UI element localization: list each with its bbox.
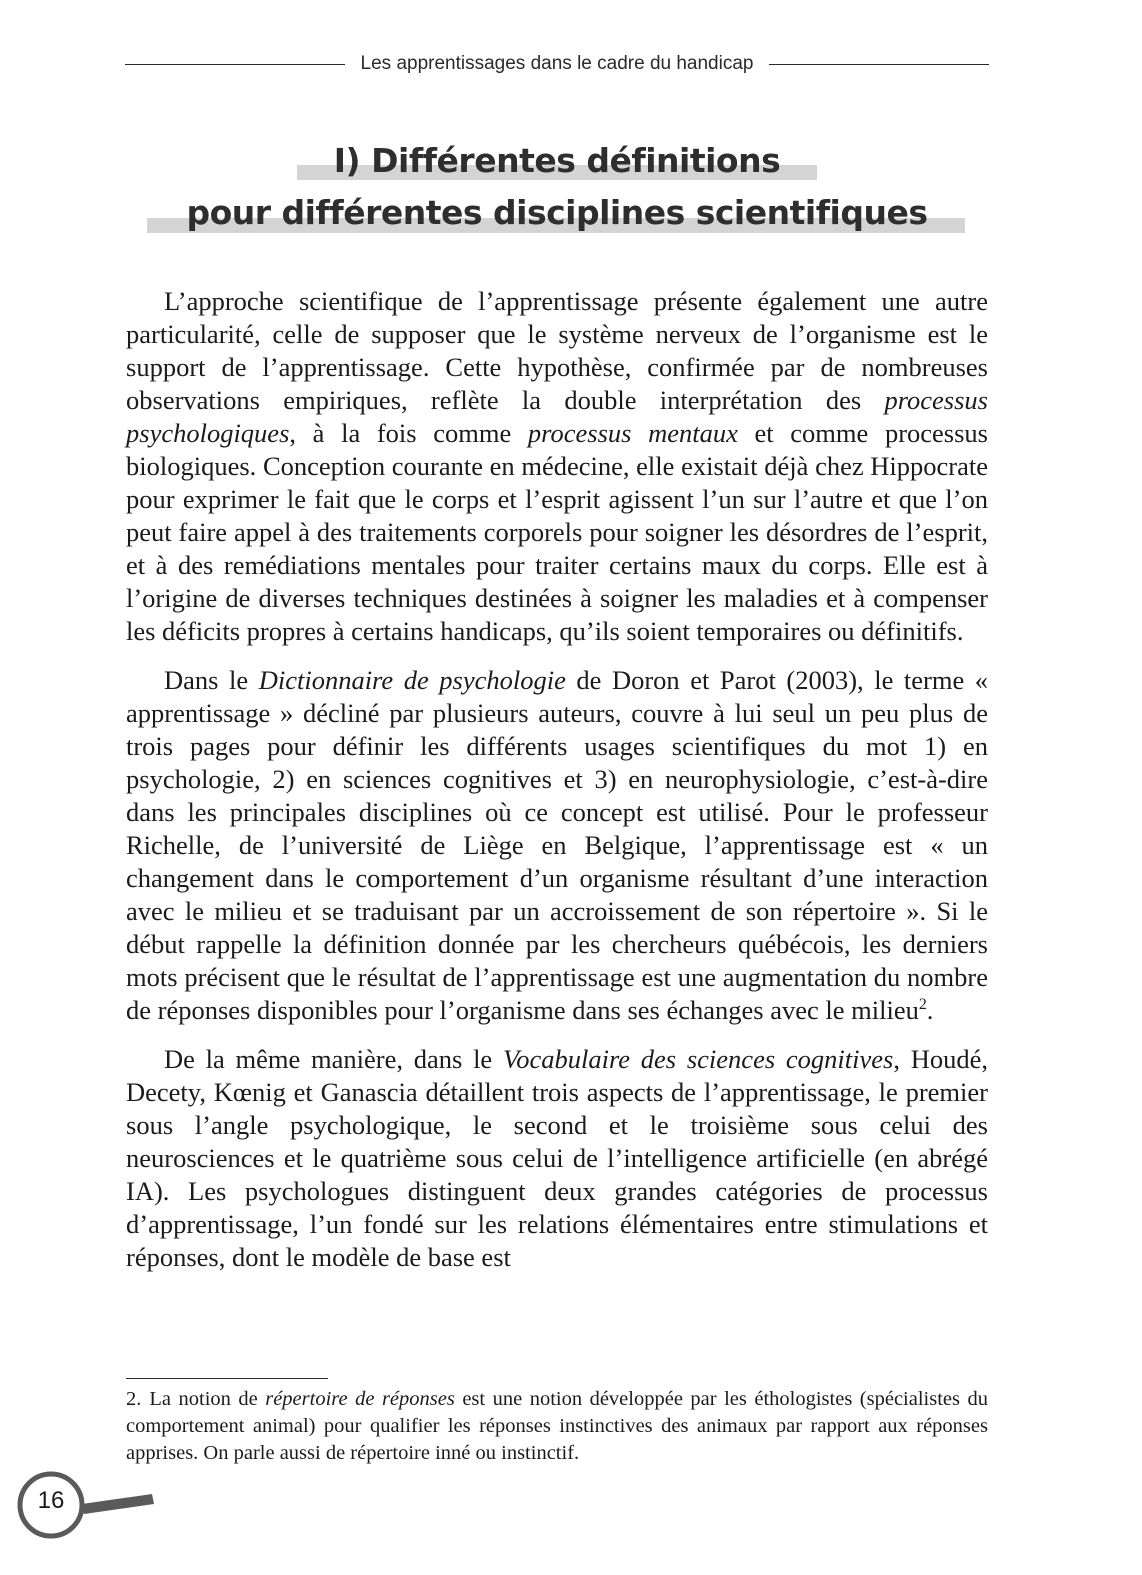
title-line-2: pour différentes disciplines scientifiques: [186, 193, 928, 232]
footnote-italic: répertoire de réponses: [265, 1388, 455, 1410]
title-line-2-wrap: [125, 187, 989, 239]
p1-text-3: et comme processus biologiques. Conception courante en médecine, elle existait déjà chez Hippocrate pour exprimer le fait que le corps et l’esprit agissent l’un sur l’autre et que l’on peut faire appel à des traitements corporels pour soigner les désordres de l’esprit, et à des remédiations mentales pour traiter certains maux du corps. Elle est à l’origine de diverses techniques destinées à soigner les maladies et à compenser les déficits propres à certains handicaps, qu’ils soient temporaires ou définitifs.: [126, 418, 988, 646]
p1-italic-1: processus psychologiques: [126, 385, 988, 448]
title-line-1-wrap: [125, 135, 989, 187]
section-title: [125, 135, 989, 239]
header-rule-left: [125, 64, 345, 65]
paragraph-3: [126, 1043, 988, 1274]
footnote-text-1: La notion de: [149, 1388, 266, 1410]
p2-text-2: de Doron et Parot (2003), le terme « apprentissage » décliné par plusieurs auteurs, couvre à lui seul un peu plus de trois pages pour définir les différents usages scientifiques du mot 1) en psychologie, 2) en sciences cognitives et 3) en neurophysiologie, c’est-à-dire dans les principales disciplines où ce concept est utilisé. Pour le professeur Richelle, de l’université de Liège en Belgique, l’apprentissage est « un changement dans le comportement d’un organisme résultant d’une interaction avec le milieu et se traduisant par un accroissement de son répertoire ». Si le début rappelle la définition donnée par les chercheurs québécois, les derniers mots précisent que le résultat de l’apprentissage est une augmentation du nombre de réponses disponibles pour l’organisme dans ses échanges avec le milieu: [126, 665, 989, 1025]
p2-text-1: Dans le: [164, 665, 259, 695]
p1-text-2: , à la fois comme: [289, 418, 528, 448]
paragraph-1: [126, 285, 988, 648]
running-header: [125, 46, 989, 82]
footnote-number: 2.: [126, 1388, 142, 1410]
footnote: [126, 1386, 988, 1467]
p2-italic-1: Dictionnaire de psychologie: [258, 665, 566, 695]
p3-text-1: De la même manière, dans le: [164, 1044, 503, 1074]
footnote-rule: [126, 1378, 328, 1379]
title-line-1: I) Différentes définitions: [333, 141, 781, 180]
footnote-reference[interactable]: 2: [918, 996, 927, 1014]
p3-text-2: , Houdé, Decety, Kœnig et Ganascia détaillent trois aspects de l’apprentissage, le premier sous l’angle psychologique, le second et le troisième sous celui des neurosciences et le quatrième sous celui de l’intelligence artificielle (en abrégé IA). Les psychologues distinguent deux grandes catégories de processus d’apprentissage, l’un fondé sur les relations élémentaires entre stimulations et réponses, dont le modèle de base est: [126, 1044, 988, 1272]
p1-text-1: L’approche scientifique de l’apprentissage présente également une autre particularité, celle de supposer que le système nerveux de l’organisme est le support de l’apprentissage. Cette hypothèse, confirmée par de nombreuses observations empiriques, reflète la double interprétation des: [126, 286, 988, 415]
running-title: Les apprentissages dans le cadre du handicap: [360, 53, 754, 74]
page-number: 16: [37, 1487, 65, 1514]
header-rule-right: [769, 64, 989, 65]
footnote-text-2: est une notion développée par les éthologistes (spécialistes du comportement animal) pour qualifier les réponses instinctives des animaux par rapport aux réponses apprises. On parle aussi de répertoire inné ou instinctif.: [126, 1388, 988, 1464]
body-text: [126, 285, 988, 1290]
magnifier-icon: [16, 1470, 186, 1570]
p1-italic-2: processus mentaux: [527, 418, 738, 448]
paragraph-2: [126, 664, 988, 1027]
p2-text-3: .: [926, 995, 934, 1025]
p3-italic-1: Vocabulaire des sciences cognitives: [502, 1044, 894, 1074]
